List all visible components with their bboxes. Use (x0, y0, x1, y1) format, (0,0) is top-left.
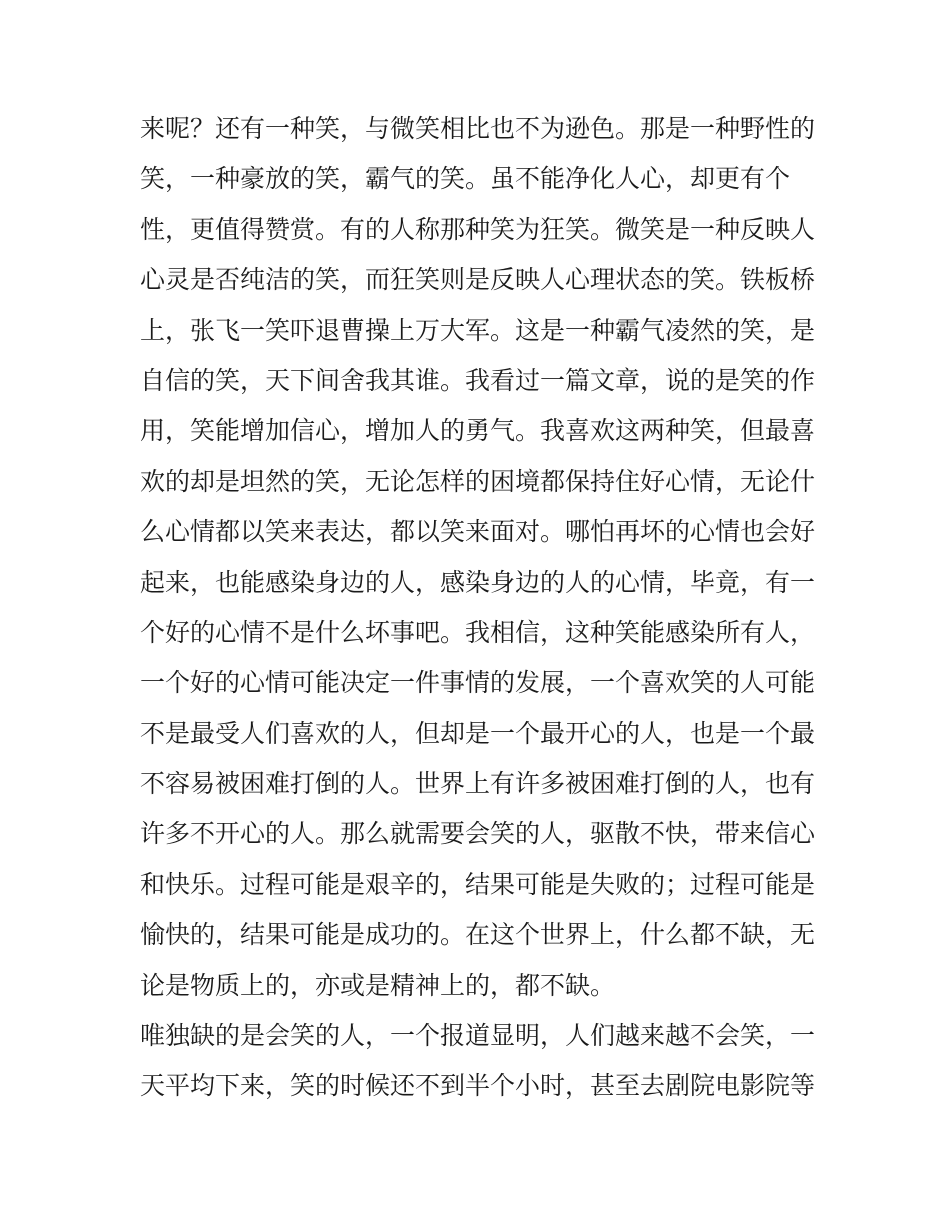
text-line: 来呢？还有一种笑，与微笑相比也不为逊色。那是一种野性的 (140, 114, 816, 143)
text-line: 天平均下来，笑的时候还不到半个小时，甚至去剧院电影院等 (140, 1071, 816, 1101)
text-line: 笑，一种豪放的笑，霸气的笑。虽不能净化人心，却更有个 (140, 164, 791, 194)
text-line: 用，笑能增加信心，增加人的勇气。我喜欢这两种笑，但最喜 (140, 416, 816, 446)
text-line: 个好的心情不是什么坏事吧。我相信，这种笑能感染所有人， (140, 617, 816, 647)
text-line: 心灵是否纯洁的笑，而狂笑则是反映人心理状态的笑。铁板桥 (140, 265, 816, 295)
text-line: 许多不开心的人。那么就需要会笑的人，驱散不快，带来信心 (140, 819, 816, 849)
text-line: 欢的却是坦然的笑，无论怎样的困境都保持住好心情，无论什 (140, 466, 816, 496)
text-line: 一个好的心情可能决定一件事情的发展，一个喜欢笑的人可能 (140, 668, 816, 698)
text-line: 和快乐。过程可能是艰辛的，结果可能是失败的；过程可能是 (140, 869, 816, 899)
text-line: 上，张飞一笑吓退曹操上万大军。这是一种霸气凌然的笑，是 (140, 315, 816, 345)
text-line: 愉快的，结果可能是成功的。在这个世界上，什么都不缺，无 (140, 920, 816, 950)
text-line: 么心情都以笑来表达，都以笑来面对。哪怕再坏的心情也会好 (140, 517, 816, 547)
text-line: 论是物质上的，亦或是精神上的，都不缺。 (140, 970, 616, 1000)
body-text (140, 104, 820, 1112)
text-line: 起来，也能感染身边的人，感染身边的人的心情，毕竟，有一 (140, 567, 816, 597)
text-line: 性，更值得赞赏。有的人称那种笑为狂笑。微笑是一种反映人 (140, 214, 816, 244)
text-line: 唯独缺的是会笑的人，一个报道显明，人们越来越不会笑，一 (140, 1021, 816, 1051)
text-line: 不是最受人们喜欢的人，但却是一个最开心的人，也是一个最 (140, 718, 816, 748)
text-line: 自信的笑，天下间舍我其谁。我看过一篇文章，说的是笑的作 (140, 365, 816, 395)
text-line: 不容易被困难打倒的人。世界上有许多被困难打倒的人，也有 (140, 769, 816, 799)
